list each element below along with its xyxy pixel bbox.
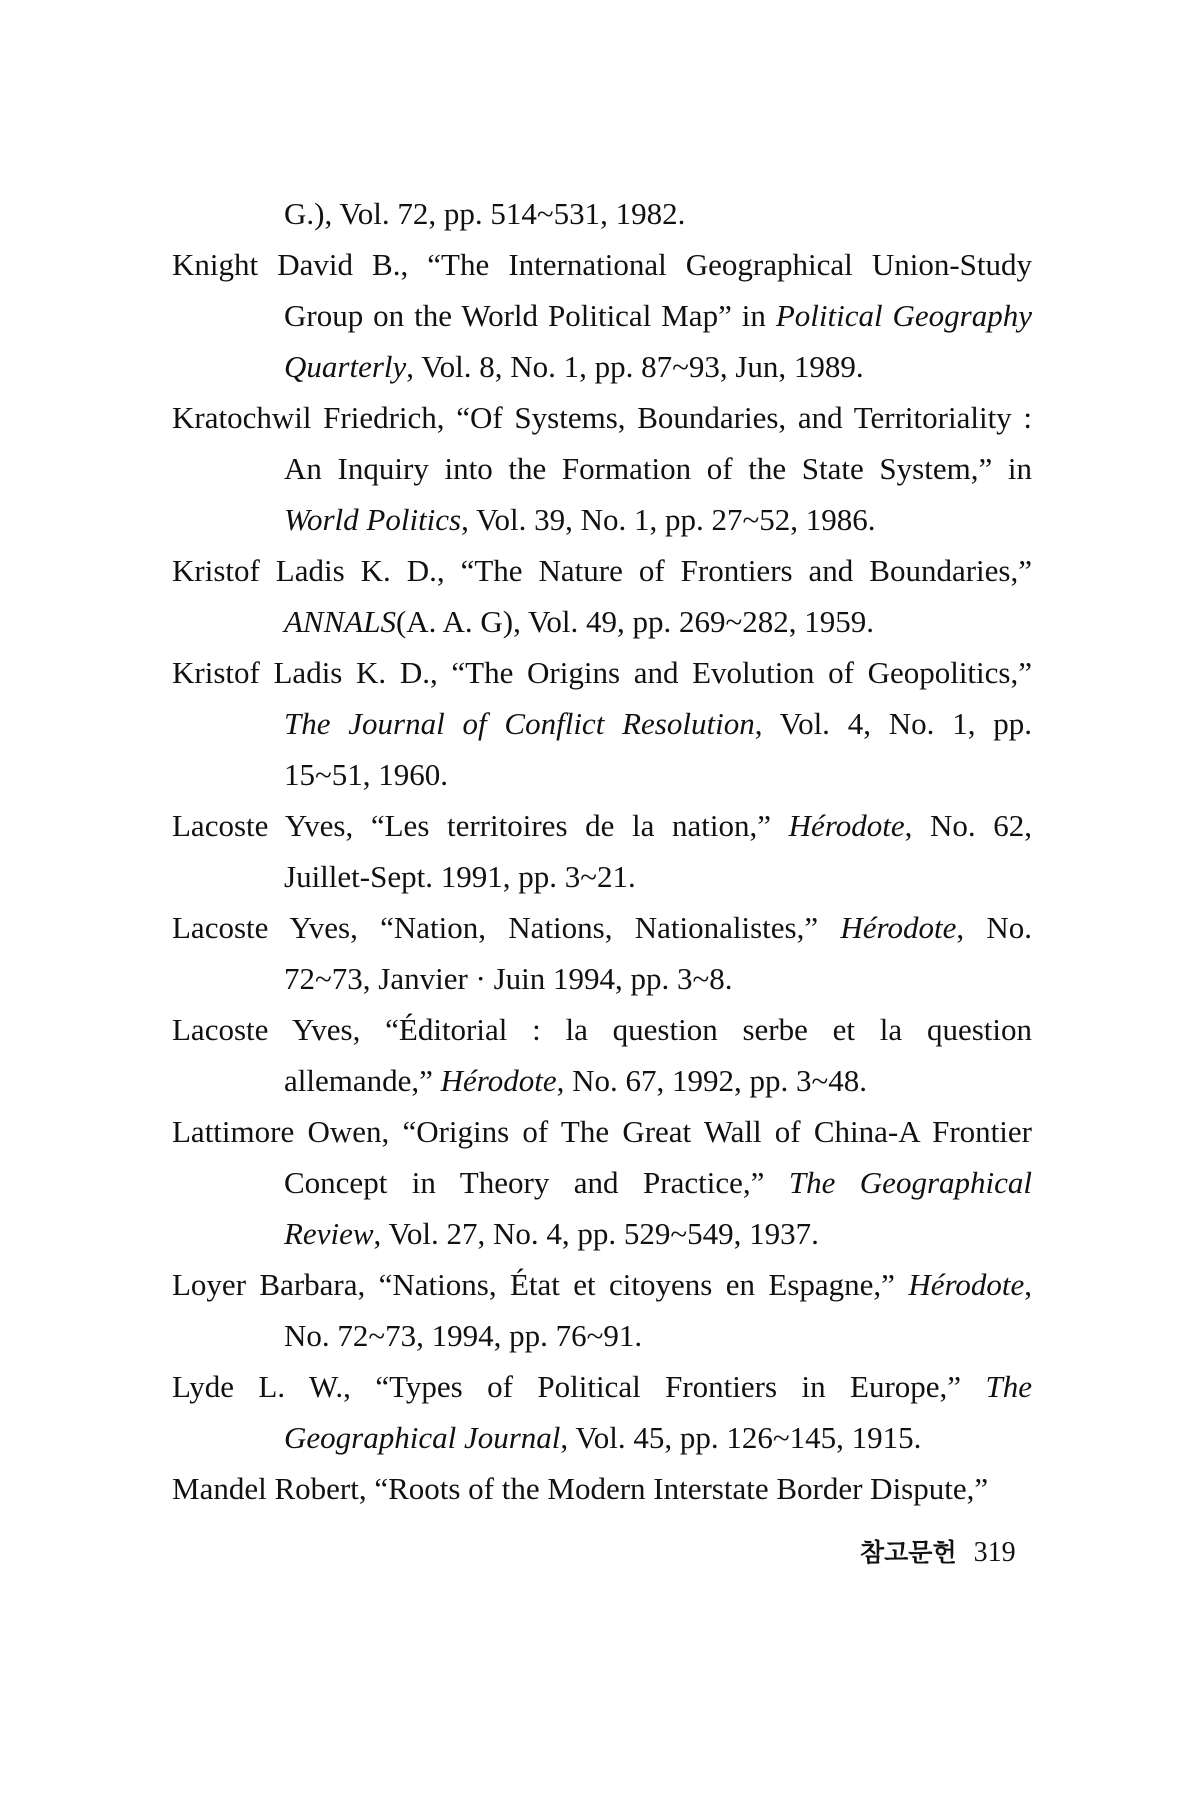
reference-text: Mandel Robert, “Roots of the Modern Interstate Border Dispute,” — [172, 1471, 989, 1506]
reference-entry — [172, 902, 1032, 1004]
reference-entry — [172, 1463, 1032, 1514]
reference-entry — [172, 1004, 1032, 1106]
footer-section-label: 참고문헌 — [860, 1538, 957, 1567]
reference-text: , Vol. 8, No. 1, pp. 87~93, Jun, 1989. — [406, 349, 864, 384]
reference-title-italic: Political Geography Quarterly — [284, 298, 1032, 384]
reference-text: Lacoste Yves, “Les territoires de la nation,” — [172, 808, 789, 843]
reference-continuation — [172, 188, 1032, 239]
reference-text: Lacoste Yves, “Éditorial : la question serbe et la question allemande,” — [172, 1012, 1032, 1098]
reference-text: Lattimore Owen, “Origins of The Great Wall of China-A Frontier Concept in Theory and Practice,” — [172, 1114, 1032, 1200]
reference-text: , No. 72~73, 1994, pp. 76~91. — [284, 1267, 1032, 1353]
reference-entry — [172, 647, 1032, 800]
reference-title-italic: Hérodote — [788, 808, 905, 843]
reference-text: , No. 67, 1992, pp. 3~48. — [556, 1063, 867, 1098]
reference-title-italic: Hérodote — [840, 910, 957, 945]
reference-text: , Vol. 27, No. 4, pp. 529~549, 1937. — [373, 1216, 819, 1251]
references-list — [172, 188, 1032, 1514]
reference-entry — [172, 800, 1032, 902]
reference-text: Lacoste Yves, “Nation, Nations, Nationalistes,” — [172, 910, 841, 945]
reference-text: , No. 72~73, Janvier · Juin 1994, pp. 3~8. — [284, 910, 1033, 996]
reference-text: Loyer Barbara, “Nations, État et citoyens en Espagne,” — [172, 1267, 909, 1302]
page-footer — [860, 1533, 1016, 1573]
reference-entry — [172, 545, 1032, 647]
reference-title-italic: Hérodote — [440, 1063, 557, 1098]
page-number: 319 — [973, 1537, 1016, 1568]
reference-text: G.), Vol. 72, pp. 514~531, 1982. — [284, 196, 686, 231]
reference-text: Kratochwil Friedrich, “Of Systems, Boundaries, and Territoriality : An Inquiry into the Formation of the State System,” in — [172, 400, 1032, 486]
reference-text: , Vol. 45, pp. 126~145, 1915. — [560, 1420, 922, 1455]
reference-text: Kristof Ladis K. D., “The Origins and Evolution of Geopolitics,” — [172, 655, 1032, 690]
reference-text: , Vol. 39, No. 1, pp. 27~52, 1986. — [461, 502, 876, 537]
reference-text: (A. A. G), Vol. 49, pp. 269~282, 1959. — [395, 604, 875, 639]
reference-text: , No. 62, Juillet-Sept. 1991, pp. 3~21. — [284, 808, 1033, 894]
reference-title-italic: World Politics — [284, 502, 462, 537]
reference-title-italic: ANNALS — [284, 604, 396, 639]
reference-entry — [172, 239, 1032, 392]
reference-entry — [172, 392, 1032, 545]
reference-text: Lyde L. W., “Types of Political Frontiers in Europe,” — [172, 1369, 986, 1404]
reference-entry — [172, 1106, 1032, 1259]
reference-text: Knight David B., “The International Geographical Union-Study Group on the World Political Map” in — [172, 247, 1032, 333]
reference-text: Kristof Ladis K. D., “The Nature of Frontiers and Boundaries,” — [172, 553, 1032, 588]
reference-title-italic: The Geographical Journal — [284, 1369, 1032, 1455]
reference-entry — [172, 1259, 1032, 1361]
reference-title-italic: The Geographical Review — [284, 1165, 1032, 1251]
reference-title-italic: The Journal of Conflict Resolution — [284, 706, 755, 741]
reference-entry — [172, 1361, 1032, 1463]
reference-text: , Vol. 4, No. 1, pp. 15~51, 1960. — [284, 706, 1032, 792]
reference-title-italic: Hérodote — [908, 1267, 1025, 1302]
